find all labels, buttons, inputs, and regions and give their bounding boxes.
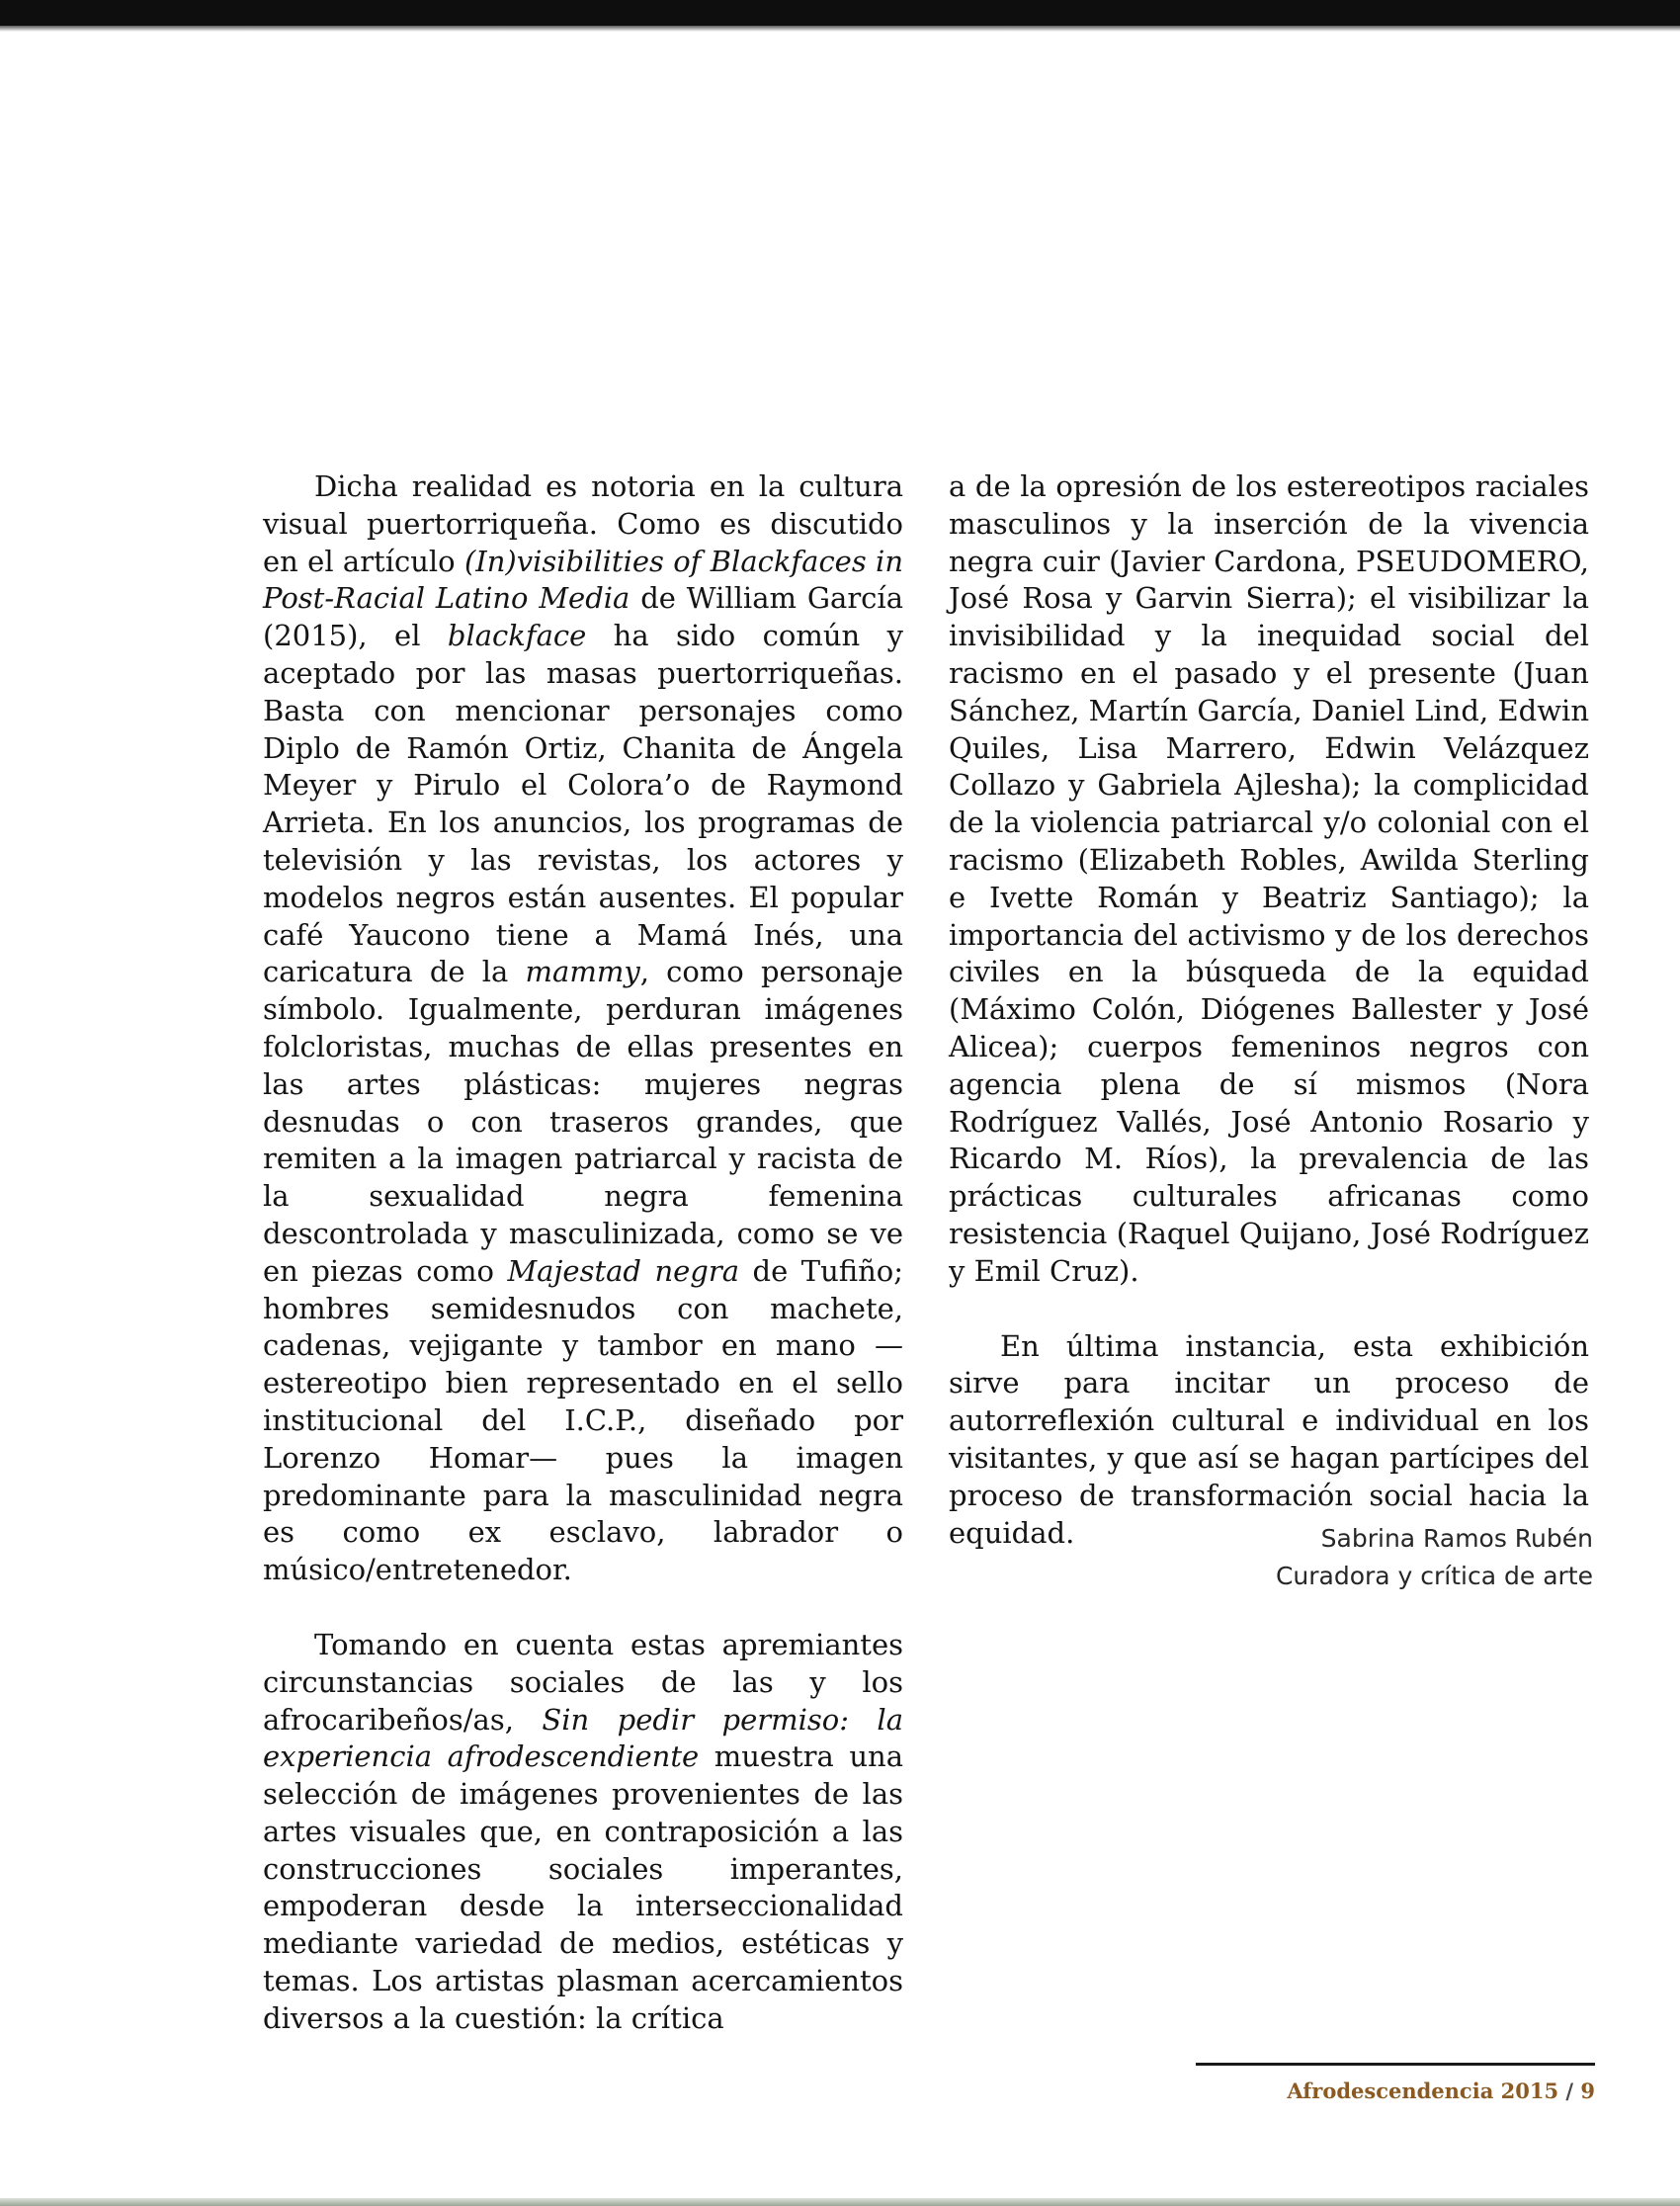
article-title-ref: (In)visibilities of Blackfaces in Post-Racial Latino Media — [263, 544, 903, 616]
scan-top-edge — [0, 0, 1680, 26]
term-blackface: blackface — [447, 619, 587, 653]
paragraph-continuation: a de la opresión de los estereotipos raciales masculinos y la inserción de la vivencia negra cuir (Javier Cardona, PSEUDOMERO, José Rosa y Garvin Sierra); el visibilizar la invisibilidad y la inequidad social del racismo en el pasado y el presente (Juan Sánchez, Martín García, Daniel Lind, Edwin Quiles, Lisa Marrero, Edwin Velázquez Collazo y Gabriela Ajlesha); la complicidad de la violencia patriarcal y/o colonial con el racismo (Elizabeth Robles, Awilda Sterling e Ivette Román y Beatriz Santiago); la importancia del activismo y de los derechos civiles en la búsqueda de la equidad (Máximo Colón, Diógenes Ballester y José Alicea); cuerpos femeninos negros con agencia plena de sí mismos (Nora Rodríguez Vallés, José Antonio Rosario y Ricardo M. Ríos), la prevalencia de las prácticas culturales africanas como resistencia (Raquel Quijano, José Rodríguez y Emil Cruz). — [949, 469, 1589, 1288]
text-run: de William García (2015), el — [263, 581, 903, 653]
author-role: Curadora y crítica de arte — [1275, 1562, 1593, 1590]
page-number: 9 — [1580, 2079, 1595, 2103]
paragraph-tomando — [263, 1627, 903, 2038]
page-footer — [1196, 2077, 1595, 2106]
term-mammy: mammy — [525, 955, 640, 989]
paragraph-realidad — [263, 468, 903, 1589]
publication-title: Afrodescendencia 2015 — [1287, 2079, 1559, 2103]
author-name: Sabrina Ramos Rubén — [1320, 1524, 1593, 1553]
footer-rule — [1196, 2063, 1595, 2066]
text-run: muestra una selección de imágenes provenientes de las artes visuales que, en contraposición a las construcciones sociales imperantes, empoderan desde la interseccionalidad mediante variedad de medios, estéticas y temas. Los artistas plasman acercamientos diversos a la cuestión: la crítica — [263, 1739, 904, 2035]
text-run: , como personaje símbolo. Igualmente, perduran imágenes folcloristas, muchas de ellas presentes en las artes plásticas: mujeres negras desnudas o con traseros grandes, que remiten a la imagen patriarcal y racista de la sexualidad negra femenina descontrolada y masculinizada, como se ve en piezas como — [263, 955, 903, 1288]
text-run: de Tufiño; hombres semidesnudos con machete, cadenas, vejigante y tambor en mano —estereotipo bien representado en el sello institucional del I.C.P., diseñado por Lorenzo Homar— pues la imagen predominante para la masculinidad negra es como ex esclavo, labrador o músico/entretenedor. — [263, 1253, 903, 1587]
author-signature — [1048, 1520, 1593, 1595]
text-run: Dicha realidad es notoria en la cultura visual puertorriqueña. Como es discutido en el artículo — [263, 469, 903, 578]
left-column — [263, 468, 903, 2038]
paragraph-conclusion: En última instancia, esta exhibición sirve para incitar un proceso de autorreflexión cultural e individual en los visitantes, y que así se hagan partícipes del proceso de transformación social hacia la equidad. — [949, 1328, 1589, 1550]
footer-separator: / — [1565, 2079, 1574, 2103]
exhibition-title: Sin pedir permiso: la experiencia afrodescendiente — [263, 1702, 903, 1774]
scan-bottom-edge — [0, 2198, 1680, 2206]
scan-top-shadow — [0, 26, 1680, 32]
text-run: Tomando en cuenta estas apremiantes circunstancias sociales de las y los afrocaribeños/as, — [263, 1627, 903, 1737]
right-column — [949, 468, 1589, 1552]
text-run: ha sido común y aceptado por las masas puertorriqueñas. Basta con mencionar personajes como Diplo de Ramón Ortiz, Chanita de Ángela Meyer y Pirulo el Colora’o de Raymond Arrieta. En los anuncios, los programas de televisión y las revistas, los actores y modelos negros están ausentes. El popular café Yaucono tiene a Mamá Inés, una caricatura de la — [263, 619, 903, 989]
artwork-title: Majestad negra — [507, 1253, 740, 1288]
